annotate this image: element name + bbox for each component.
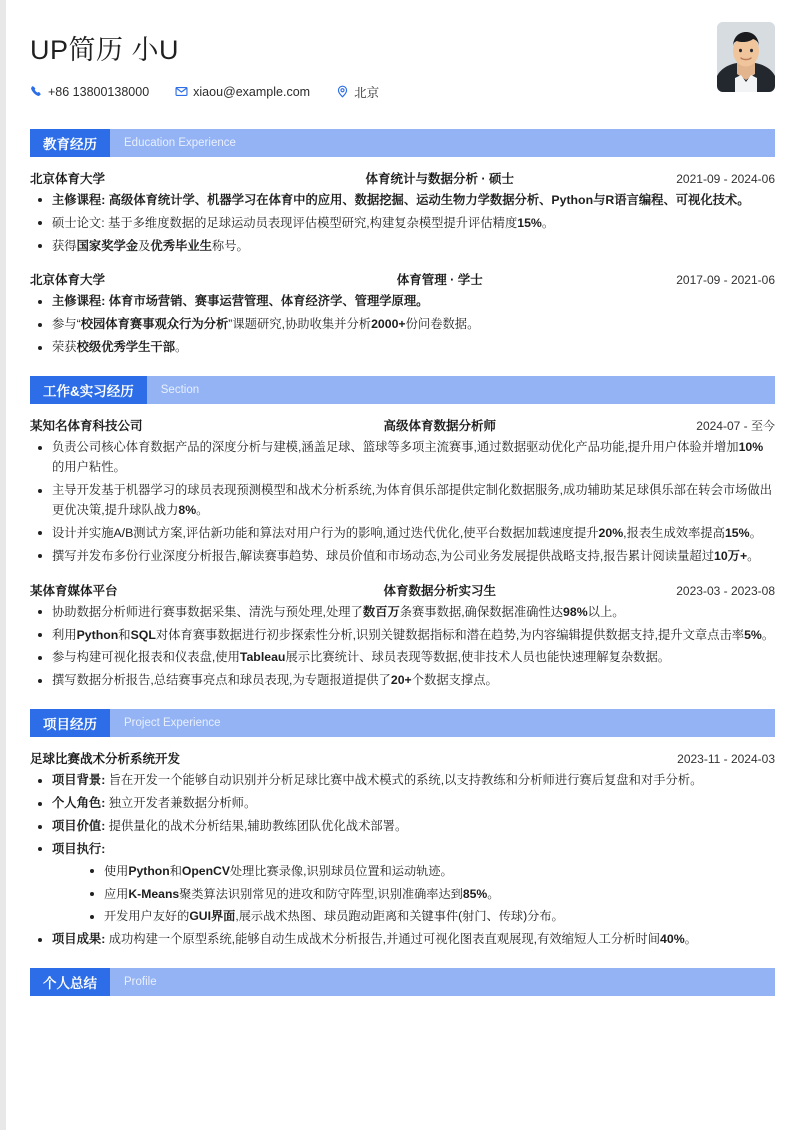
bullet-item: 协助数据分析师进行赛事数据采集、清洗与预处理,处理了数百万条赛事数据,确保数据准确性达98%以上。 bbox=[30, 603, 775, 623]
contact-email bbox=[175, 85, 310, 99]
contact-phone bbox=[30, 85, 149, 99]
entry-date: 2021-09 - 2024-06 bbox=[676, 171, 775, 186]
bullet-item: 个人角色: 独立开发者兼数据分析师。 bbox=[30, 794, 775, 814]
contact-location-text: 北京 bbox=[354, 85, 380, 100]
bullet-item: 项目执行: 使用Python和OpenCV处理比赛录像,识别球员位置和运动轨迹。 应用K-Means聚类算法识别常见的进攻和防守阵型,识别准确率达到85%。 开发用户友好的GUI界面,展示战术热图、球员跑动距离和关键事件(射门、传球)分布。 bbox=[30, 840, 775, 927]
page-title: UP简历 小U bbox=[30, 35, 180, 65]
bullet-list bbox=[30, 771, 775, 950]
entry-organization: 北京体育大学 bbox=[30, 273, 106, 288]
entry-organization: 某知名体育科技公司 bbox=[30, 419, 143, 434]
bullet-item: 获得国家奖学金及优秀毕业生称号。 bbox=[30, 237, 775, 257]
entry bbox=[30, 416, 775, 566]
bullet-item: 撰写数据分析报告,总结赛事亮点和球员表现,为专题报道提供了20+个数据支撑点。 bbox=[30, 671, 775, 691]
bullet-item: 参与“校园体育赛事观众行为分析”课题研究,协助收集并分析2000+份问卷数据。 bbox=[30, 315, 775, 335]
entry-header bbox=[30, 749, 775, 767]
location-pin-icon bbox=[336, 85, 349, 98]
entry bbox=[30, 749, 775, 950]
bullet-item: 荣获校级优秀学生干部。 bbox=[30, 338, 775, 358]
bullet-list bbox=[30, 191, 775, 257]
entry-role: 高级体育数据分析师 bbox=[383, 419, 496, 434]
entry-header bbox=[30, 169, 775, 187]
section-subtitle-project: Project Experience bbox=[124, 717, 221, 730]
section-subtitle-work: Section bbox=[160, 384, 200, 397]
section-subtitle-profile: Profile bbox=[124, 976, 157, 989]
contact-email-text: xiaou@example.com bbox=[193, 84, 311, 99]
bullet-item: 主修课程: 体育市场营销、赛事运营管理、体育经济学、管理学原理。 bbox=[30, 292, 775, 312]
nested-bullet-item: 使用Python和OpenCV处理比赛录像,识别球员位置和运动轨迹。 bbox=[82, 862, 775, 882]
bullet-item: 主导开发基于机器学习的球员表现预测模型和战术分析系统,为体育俱乐部提供定制化数据服务,成功辅助某足球俱乐部在转会市场做出更优决策,提升球队战力8%。 bbox=[30, 481, 775, 521]
contact-phone-text: +86 13800138000 bbox=[48, 84, 150, 99]
bullet-item: 负责公司核心体育数据产品的深度分析与建模,涵盖足球、篮球等多项主流赛事,通过数据驱动优化产品功能,提升用户体验并增加10%的用户粘性。 bbox=[30, 438, 775, 478]
bullet-list bbox=[30, 603, 775, 692]
entry-header bbox=[30, 581, 775, 599]
entry bbox=[30, 169, 775, 257]
section-title-profile: 个人总结 bbox=[30, 968, 110, 996]
section-title-work: 工作&实习经历 bbox=[30, 376, 147, 404]
phone-icon bbox=[30, 85, 43, 98]
bullet-list bbox=[30, 438, 775, 566]
resume-page bbox=[6, 0, 799, 1130]
avatar bbox=[717, 22, 775, 92]
bullet-item: 主修课程: 高级体育统计学、机器学习在体育中的应用、数据挖掘、运动生物力学数据分析、Python与R语言编程、可视化技术。 bbox=[30, 191, 775, 211]
entry-organization: 某体育媒体平台 bbox=[30, 583, 118, 598]
entry-date: 2024-07 - 至今 bbox=[696, 419, 775, 434]
section-title-project: 项目经历 bbox=[30, 709, 110, 737]
entry-date: 2017-09 - 2021-06 bbox=[676, 273, 775, 288]
bullet-item: 参与构建可视化报表和仪表盘,使用Tableau展示比赛统计、球员表现等数据,使非技术人员也能快速理解复杂数据。 bbox=[30, 648, 775, 668]
nested-bullet-item: 开发用户友好的GUI界面,展示战术热图、球员跑动距离和关键事件(射门、传球)分布。 bbox=[82, 907, 775, 927]
entry-role: 体育管理 · 学士 bbox=[396, 273, 483, 288]
nested-bullet-list bbox=[82, 862, 775, 927]
section-title-education: 教育经历 bbox=[30, 129, 110, 157]
entry-header bbox=[30, 270, 775, 288]
resume-header bbox=[30, 0, 775, 111]
envelope-icon bbox=[175, 85, 188, 98]
entry-role: 体育统计与数据分析 · 硕士 bbox=[365, 171, 515, 186]
contact-list bbox=[30, 83, 775, 101]
section-header-project bbox=[30, 709, 775, 737]
bullet-item: 撰写并发布多份行业深度分析报告,解读赛事趋势、球员价值和市场动态,为公司业务发展提供战略支持,报告累计阅读量超过10万+。 bbox=[30, 547, 775, 567]
section-header-profile bbox=[30, 968, 775, 996]
entry-header bbox=[30, 416, 775, 434]
bullet-item: 项目价值: 提供量化的战术分析结果,辅助教练团队优化战术部署。 bbox=[30, 817, 775, 837]
entry bbox=[30, 270, 775, 358]
entry-date: 2023-03 - 2023-08 bbox=[676, 583, 775, 598]
bullet-item: 设计并实施A/B测试方案,评估新功能和算法对用户行为的影响,通过迭代优化,使平台数据加载速度提升20%,报表生成效率提高15%。 bbox=[30, 524, 775, 544]
bullet-item: 硕士论文: 基于多维度数据的足球运动员表现评估模型研究,构建复杂模型提升评估精度15%。 bbox=[30, 214, 775, 234]
bullet-item: 利用Python和SQL对体育赛事数据进行初步探索性分析,识别关键数据指标和潜在趋势,为内容编辑提供数据支持,提升文章点击率5%。 bbox=[30, 626, 775, 646]
bullet-list bbox=[30, 292, 775, 358]
section-subtitle-education: Education Experience bbox=[124, 136, 236, 149]
section-header-education bbox=[30, 129, 775, 157]
entry-date: 2023-11 - 2024-03 bbox=[677, 752, 775, 767]
entry-organization: 北京体育大学 bbox=[30, 171, 106, 186]
nested-bullet-item: 应用K-Means聚类算法识别常见的进攻和防守阵型,识别准确率达到85%。 bbox=[82, 885, 775, 905]
contact-location bbox=[336, 83, 379, 101]
entry-role: 体育数据分析实习生 bbox=[383, 583, 496, 598]
sections-container bbox=[30, 129, 775, 996]
bullet-item: 项目成果: 成功构建一个原型系统,能够自动生成战术分析报告,并通过可视化图表直观展现,有效缩短人工分析时间40%。 bbox=[30, 930, 775, 950]
bullet-item: 项目背景: 旨在开发一个能够自动识别并分析足球比赛中战术模式的系统,以支持教练和分析师进行赛后复盘和对手分析。 bbox=[30, 771, 775, 791]
entry-organization: 足球比赛战术分析系统开发 bbox=[30, 752, 181, 767]
section-header-work bbox=[30, 376, 775, 404]
entry bbox=[30, 581, 775, 692]
